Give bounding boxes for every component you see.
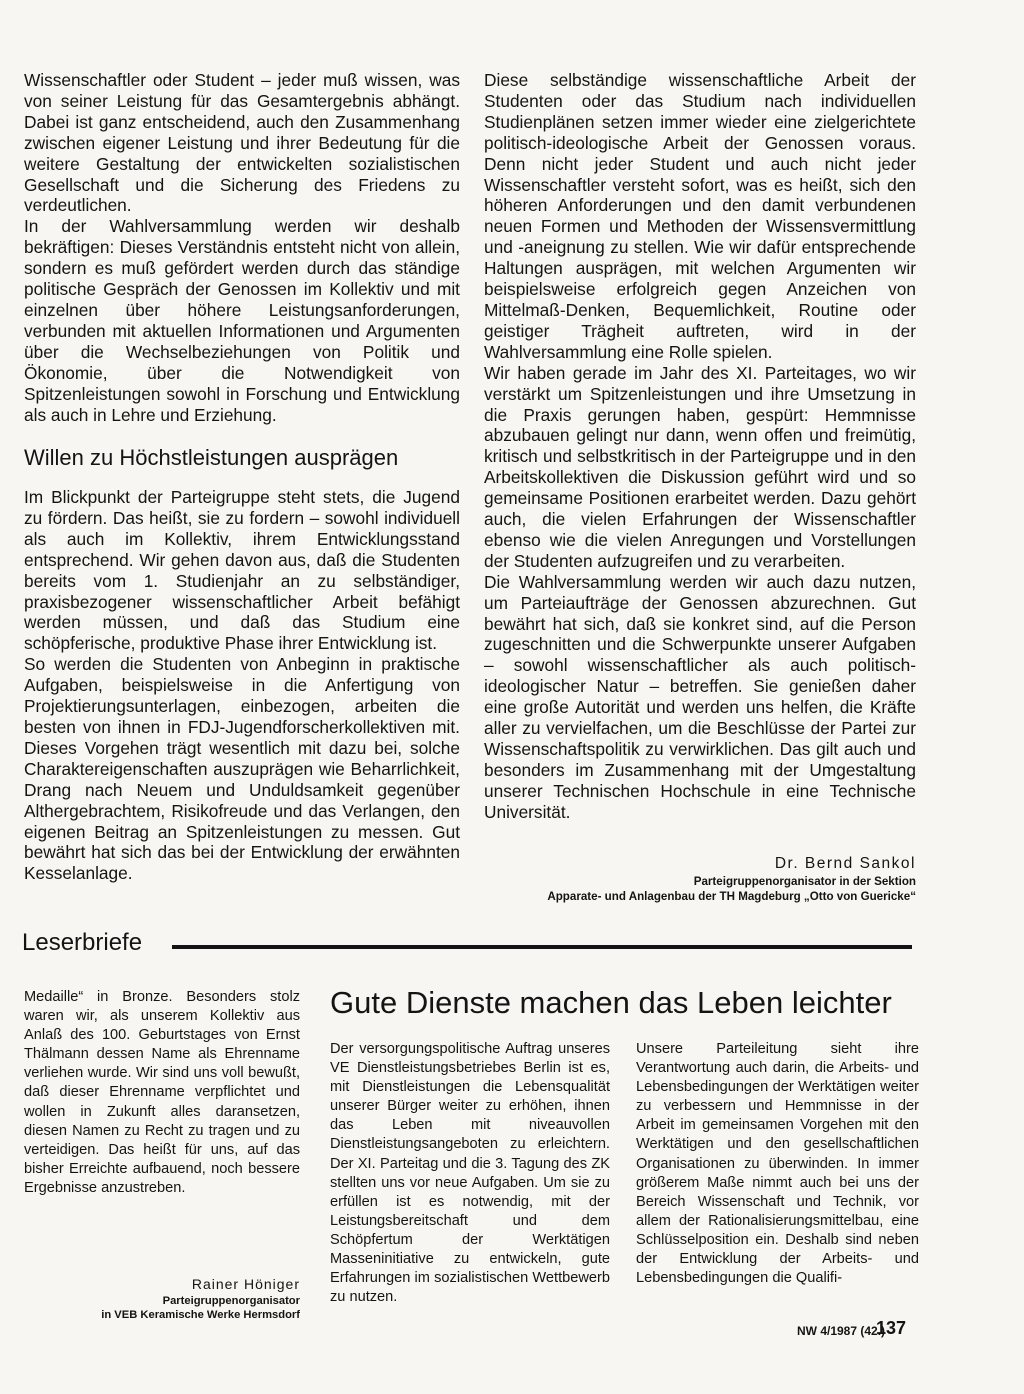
article-subheading: Willen zu Höchstleistungen ausprägen [24, 445, 399, 470]
article-paragraph: Diese selbständige wissenschaftliche Arbeit der Studenten oder das Studium nach individuellen Studienplänen setzen immer wieder eine zielgerichtete politisch-ideologische Arbeit der Genossen voraus. Denn nicht jeder Student und auch nicht jeder Wissenschaftler versteht sofort, was es heißt, sich den höheren Anforderungen und den damit verbundenen neuen Formen und Methoden der Wissensvermittlung und -aneignung zu stellen. Wie wir dafür entsprechende Haltungen ausprägen, mit welchen Argumenten wir beispielsweise erfolgreich gegen Anzeichen von Mittelmaß-Denken, Bequemlichkeit, Routine oder geistiger Trägheit auftreten, wird in der Wahlversammlung eine Rolle spielen. [484, 70, 916, 362]
letter-text: Der versorgungspolitische Auftrag unseres VE Dienstleistungsbetriebes Berlin ist es, mit Dienstleistungen die Lebensqualität unserer Bürger weiter zu erhöhen, ihnen das Leben mit niveauvollen Dienstleistungsangeboten zu erleichtern. Der XI. Parteitag und die 3. Tagung des ZK stellten uns vor neue Aufgaben. Um sie zu erfüllen ist es notwendig, mit der Leistungsbereitschaft und dem Schöpfertum der Werktätigen Masseninitiative zu entwickeln, gute Erfahrungen im sozialistischen Wettbewerb zu nutzen. [330, 1041, 610, 1306]
letter-text: Unsere Parteileitung sieht ihre Verantwortung auch darin, die Arbeits- und Lebensbedingungen der Werktätigen weiter zu verbessern und Hemmnisse in der Arbeit im gemeinsamen Vorgehen mit den Werktätigen und den gesellschaftlichen Organisationen zu überwinden. In immer größerem Maße nimmt auch bei uns der Bereich Wissenschaft und Technik, vor allem der Rationalisierungsmittelbau, eine Schlüsselposition ein. Deshalb sind neben der Entwicklung der Arbeits- und Lebensbedingungen die Qualifi- [636, 1041, 919, 1287]
page-number: 137 [876, 1318, 907, 1338]
article-paragraph: Wir haben gerade im Jahr des XI. Parteitages, wo wir verstärkt um Spitzenleistungen und ihre Umsetzung in die Praxis gerungen haben, gespürt: Hemmnisse abzubauen gelingt nur dann, wenn offen und freimütig, kritisch und selbstkritisch in der Parteigruppe und in den Arbeitskollektiven die Diskussion geführt wird und so gemeinsame Positionen erarbeitet werden. Dazu gehört auch, die vielen Erfahrungen der Wissenschaftler ebenso wie die vielen Anregungen und Vorstellungen der Studenten aufzugreifen und zu verarbeiten. [484, 362, 916, 571]
article-paragraph: Im Blickpunkt der Parteigruppe steht stets, die Jugend zu fördern. Das heißt, sie zu fordern – sowohl individuell als auch im Kollektiv, ihrem Entwicklungsstand entsprechend. Wir gehen davon aus, daß die Studenten bereits vom 1. Studienjahr an zu selbständiger, praxisbezogener wissenschaftlicher Arbeit befähigt werden müssen, und daß das Studium eine schöpferische, produktive Phase ihrer Entwicklung ist. [24, 487, 460, 654]
author-affiliation: Apparate- und Anlagenbau der TH Magdeburg „Otto von Guericke“ [547, 890, 916, 903]
author-role: Parteigruppenorganisator in der Sektion [693, 875, 916, 888]
section-rule [172, 945, 912, 949]
article-paragraph: Wissenschaftler oder Student – jeder muß wissen, was von seiner Leistung für das Gesamtergebnis abhängt. Dabei ist ganz entscheidend, auch den Zusammenhang zwischen eigener Leistung und ihrer Bedeutung für die weitere Gestaltung der entwickelten sozialistischen Gesellschaft und die Sicherung des Friedens zu verdeutlichen. [24, 70, 460, 216]
letter-author-affiliation: in VEB Keramische Werke Hermsdorf [101, 1309, 300, 1321]
article-left-column-continued [24, 487, 460, 905]
letter-headline: Gute Dienste machen das Leben leichter [330, 985, 892, 1020]
letter-column [636, 1040, 919, 1288]
letter-text: Medaille“ in Bronze. Besonders stolz waren wir, als unserem Kollektiv aus Anlaß des 100. Geburtstages von Ernst Thälmann dessen Name als Ehrenname verliehen wurde. Wir sind uns voll bewußt, daß dieser Ehrenname verpflichtet und wollen in Zukunft alles daransetzen, diesen Namen zu Recht zu tragen und zu verteidigen. Das heißt für uns, auf das bisher Erreichte aufbauend, noch bessere Ergebnisse anzustreben. [24, 989, 300, 1196]
article-signature [484, 852, 916, 904]
article-paragraph: Die Wahlversammlung werden wir auch dazu nutzen, um Parteiaufträge der Genossen abzurechnen. Gut bewährt hat sich, daß sie konkret sind, auf die Person zugeschnitten und die Schwerpunkte unserer Aufgaben – sowohl wissenschaftlicher als auch politisch-ideologischer Natur – betreffen. Sie genießen daher eine große Autorität und werden uns helfen, die Kräfte aller zu vervielfachen, um die Beschlüsse der Partei zur Wissenschaftspolitik zu verwirklichen. Das gilt auch und besonders im Zusammenhang mit der Umgestaltung unserer Technischen Hochschule in eine Technische Universität. [484, 571, 916, 822]
letter-signature [24, 1272, 300, 1322]
letter-column [330, 1040, 610, 1307]
author-name: Dr. Bernd Sankol [774, 855, 916, 872]
article-left-column [24, 70, 460, 438]
letter-author-role: Parteigruppenorganisator [162, 1295, 300, 1307]
section-title: Leserbriefe [22, 929, 143, 956]
letter-author: Rainer Höniger [191, 1276, 300, 1292]
letter-column [24, 988, 300, 1198]
article-paragraph: So werden die Studenten von Anbeginn in praktische Aufgaben, beispielsweise in die Anfertigung von Projektierungsunterlagen, einbezogen, arbeiten die besten von ihnen in FDJ-Jugendforscherkollektiven mit. Dieses Vorgehen trägt wesentlich mit dazu bei, solche Charaktereigenschaften auszuprägen wie Beharrlichkeit, Drang nach Neuem und Unduldsamkeit gegenüber Althergebrachtem, Risikofreude und das Verlangen, den eigenen Beitrag an Spitzenleistungen zu messen. Gut bewährt hat sich das bei der Entwicklung der erwähnten Kesselanlage. [24, 654, 460, 884]
issue-reference: NW 4/1987 (42.) [797, 1324, 886, 1338]
article-right-column [484, 70, 916, 840]
article-paragraph: In der Wahlversammlung werden wir deshalb bekräftigen: Dieses Verständnis entsteht nicht von allein, sondern es muß gefördert werden durch das ständige politische Gespräch der Genossen im Kollektiv und mit einzelnen über höhere Leistungsanforderungen, verbunden mit aktuellen Informationen und Argumenten über die Wechselbeziehungen von Politik und Ökonomie, über die Notwendigkeit von Spitzenleistungen sowohl in Forschung und Entwicklung als auch in Lehre und Erziehung. [24, 216, 460, 425]
